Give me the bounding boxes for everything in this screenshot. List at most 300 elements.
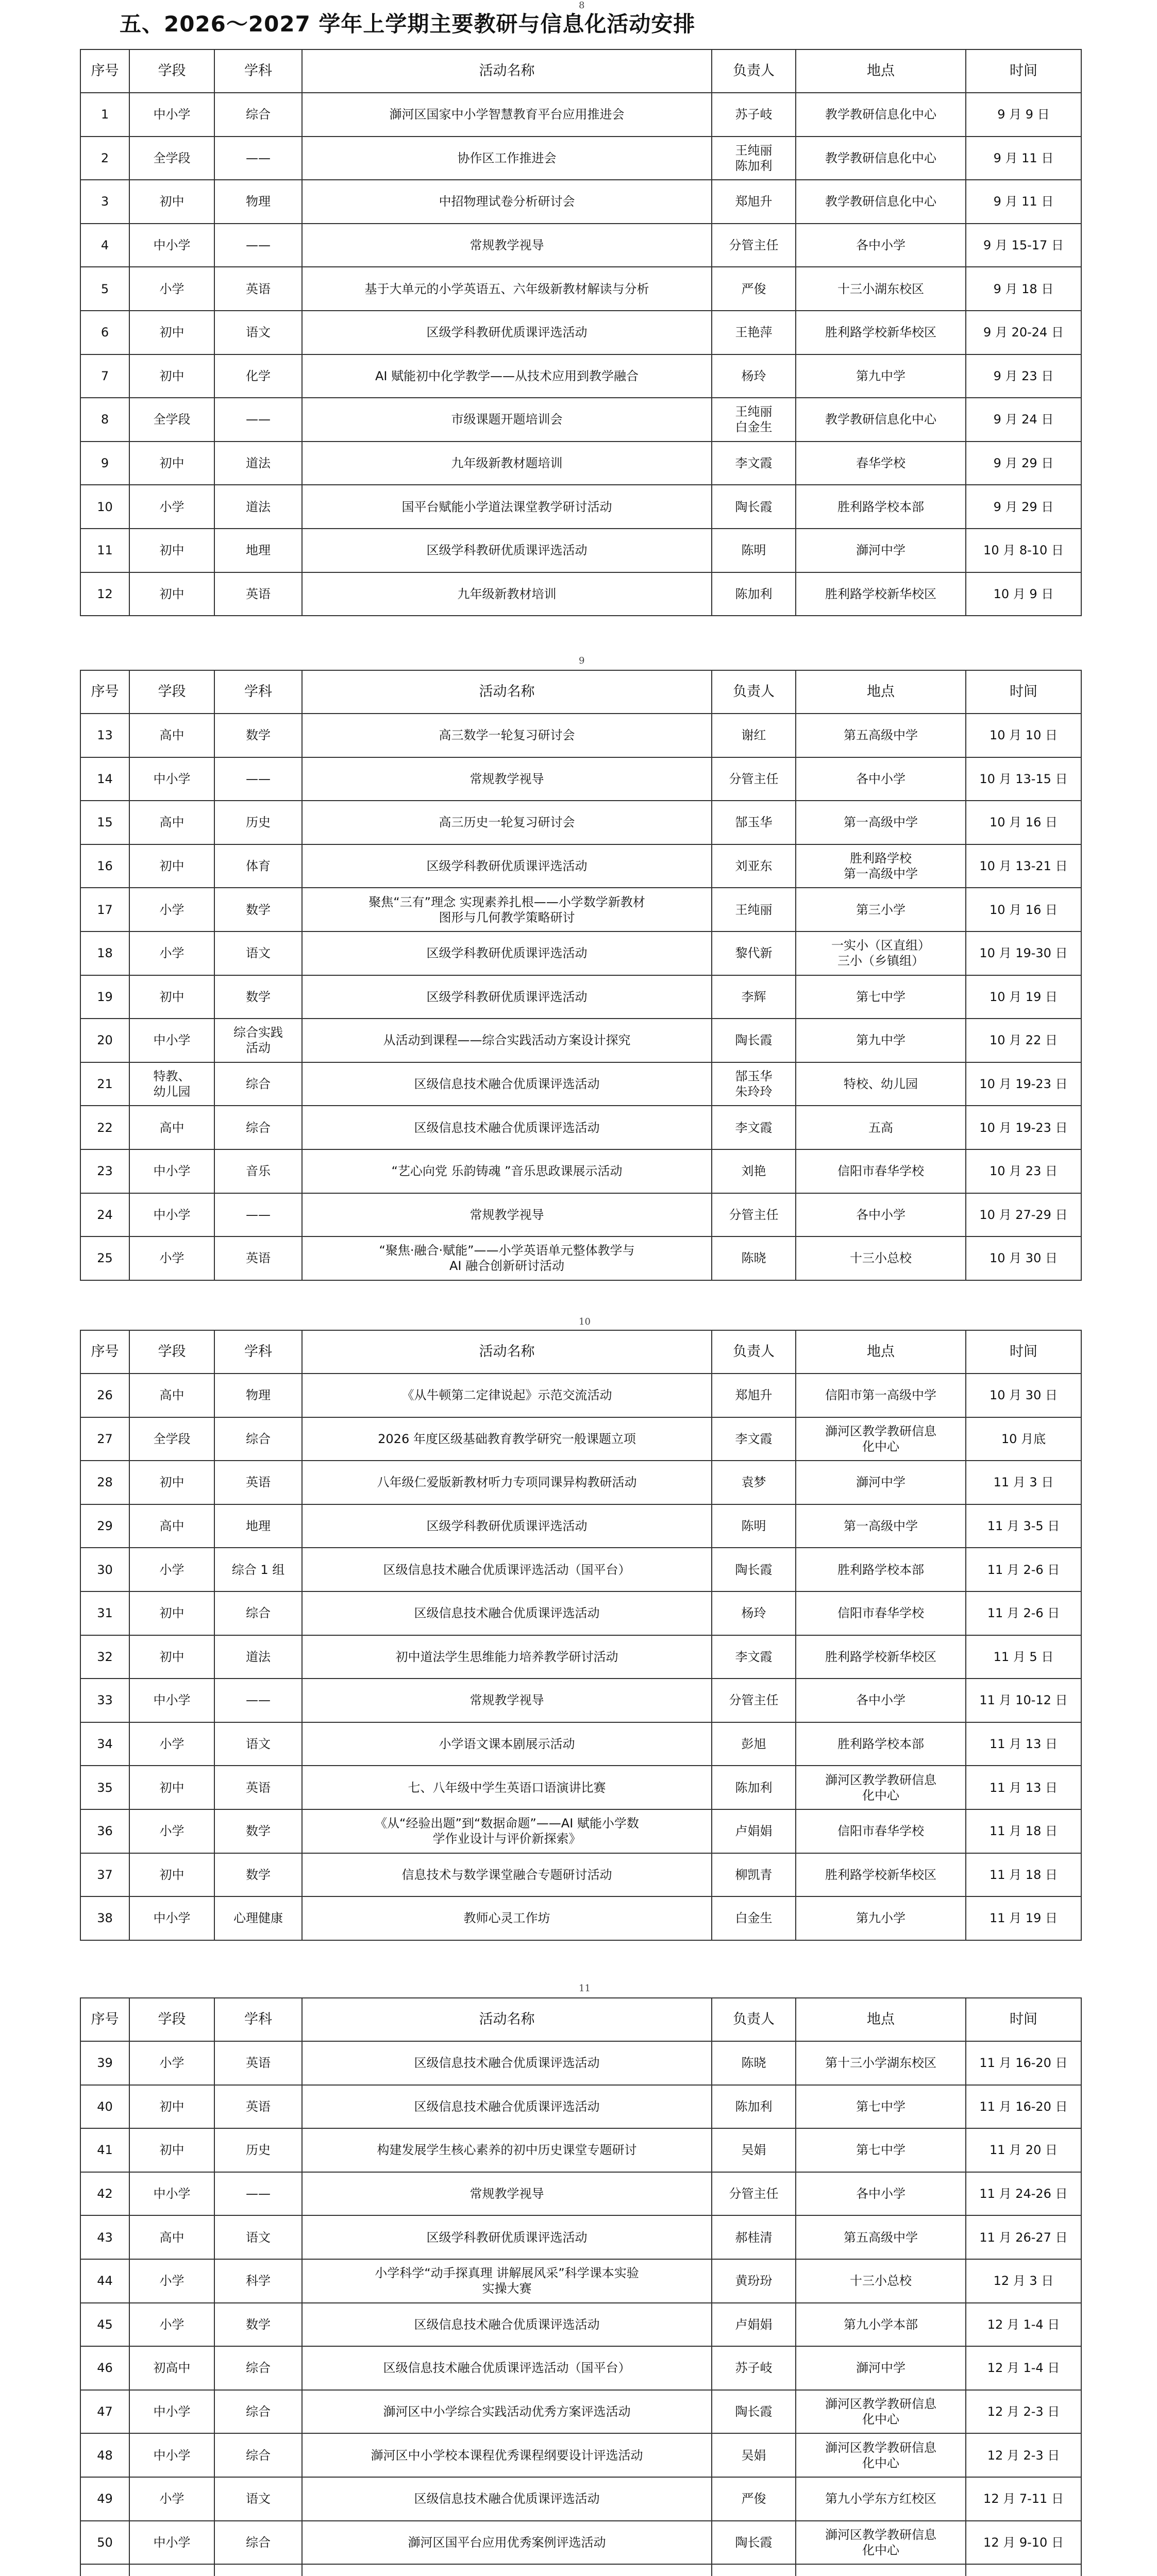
table-cell: 47	[80, 2390, 129, 2434]
column-header: 负责人	[712, 1998, 796, 2041]
table-header-row	[80, 1330, 1081, 1374]
table-cell: 20	[80, 1019, 129, 1062]
column-header: 活动名称	[302, 49, 712, 93]
table-row	[80, 757, 1081, 801]
column-header: 时间	[966, 49, 1081, 93]
page-number: 10	[579, 1316, 591, 1327]
column-header: 序号	[80, 49, 129, 93]
table-cell	[302, 2564, 712, 2576]
table-cell: 九年级新教材培训	[302, 572, 712, 616]
table-cell: 12	[80, 572, 129, 616]
table-cell: 陈加利	[712, 2085, 796, 2129]
table-cell: 分管主任	[712, 1679, 796, 1722]
table-cell: 信阳市春华学校	[796, 1809, 966, 1853]
table-cell: 体育	[214, 844, 302, 888]
table-cell: 全学段	[129, 1417, 214, 1461]
table-cell: 黎代新	[712, 931, 796, 975]
table-cell: 小学	[129, 2259, 214, 2303]
table-cell: 数学	[214, 2303, 302, 2347]
table-row	[80, 1417, 1081, 1461]
table-cell: 构建发展学生核心素养的初中历史课堂专题研讨	[302, 2128, 712, 2172]
table-cell: 道法	[214, 1635, 302, 1679]
table-cell: 11 月 18 日	[966, 1853, 1081, 1897]
table-cell: 英语	[214, 1236, 302, 1280]
table-cell: 10 月 19 日	[966, 975, 1081, 1019]
table-cell: 11 月 3-5 日	[966, 1504, 1081, 1548]
table-cell: 高中	[129, 1374, 214, 1417]
table-cell	[129, 2564, 214, 2576]
table-cell: “艺心向党 乐韵铸魂 ”音乐思政课展示活动	[302, 1149, 712, 1193]
table-cell: 第十三小学湖东校区	[796, 2041, 966, 2085]
table-cell: 12 月 3 日	[966, 2259, 1081, 2303]
table-cell: 李辉	[712, 975, 796, 1019]
table-row	[80, 888, 1081, 931]
table-cell: 柳凯青	[712, 1853, 796, 1897]
table-cell: 市级课题开题培训会	[302, 398, 712, 442]
table-cell: 10	[80, 485, 129, 529]
column-header: 学科	[214, 1998, 302, 2041]
table-cell: 语文	[214, 931, 302, 975]
table-cell: 23	[80, 1149, 129, 1193]
table-row	[80, 2564, 1081, 2576]
table-cell: 9 月 18 日	[966, 267, 1081, 311]
column-header: 学段	[129, 670, 214, 714]
table-cell: 区级学科教研优质课评选活动	[302, 844, 712, 888]
table-cell: 王艳萍	[712, 311, 796, 354]
table-row	[80, 2259, 1081, 2303]
column-header: 负责人	[712, 49, 796, 93]
table-cell: 地理	[214, 1504, 302, 1548]
column-header: 时间	[966, 1998, 1081, 2041]
column-header: 负责人	[712, 670, 796, 714]
table-cell: 陶长霞	[712, 2521, 796, 2565]
table-cell: 数学	[214, 1809, 302, 1853]
table-cell: 高中	[129, 1106, 214, 1149]
table-cell: 45	[80, 2303, 129, 2347]
table-cell: 第九小学	[796, 1896, 966, 1940]
table-cell: 19	[80, 975, 129, 1019]
table-cell: 9 月 15-17 日	[966, 224, 1081, 267]
table-cell: 11 月 19 日	[966, 1896, 1081, 1940]
column-header: 时间	[966, 1330, 1081, 1374]
table-cell: 陈明	[712, 1504, 796, 1548]
table-cell: 初中	[129, 2085, 214, 2129]
table-cell: 五高	[796, 1106, 966, 1149]
table-cell: 陶长霞	[712, 2390, 796, 2434]
table-cell: 39	[80, 2041, 129, 2085]
table-cell: 陈加利	[712, 1766, 796, 1809]
table-row	[80, 801, 1081, 844]
page-top-mark: 8	[579, 0, 585, 11]
table-cell: 溮河区中小学校本课程优秀课程纲要设计评选活动	[302, 2433, 712, 2477]
column-header: 地点	[796, 49, 966, 93]
table-cell: 教学教研信息化中心	[796, 137, 966, 180]
table-cell: 第五高级中学	[796, 2215, 966, 2259]
table-cell: 刘亚东	[712, 844, 796, 888]
table-cell: 11 月 16-20 日	[966, 2041, 1081, 2085]
table-cell: 11 月 5 日	[966, 1635, 1081, 1679]
table-cell: 初中	[129, 529, 214, 572]
table-cell: 46	[80, 2346, 129, 2390]
table-cell: 综合 1 组	[214, 1548, 302, 1591]
table-cell: 11 月 2-6 日	[966, 1591, 1081, 1635]
table-cell: 各中小学	[796, 1193, 966, 1237]
table-cell: 10 月 16 日	[966, 888, 1081, 931]
table-row	[80, 844, 1081, 888]
table-cell: 10 月 19-23 日	[966, 1062, 1081, 1106]
table-cell: 17	[80, 888, 129, 931]
table-row	[80, 267, 1081, 311]
table-cell: 10 月 8-10 日	[966, 529, 1081, 572]
table-cell: 12 月 2-3 日	[966, 2433, 1081, 2477]
table-cell: 综合	[214, 93, 302, 137]
table-cell: 小学	[129, 931, 214, 975]
table-cell: 41	[80, 2128, 129, 2172]
table-row	[80, 572, 1081, 616]
table-cell: 胜利路学校新华校区	[796, 572, 966, 616]
table-cell: 11 月 26-27 日	[966, 2215, 1081, 2259]
table-cell: 《从牛顿第二定律说起》示范交流活动	[302, 1374, 712, 1417]
column-header: 地点	[796, 1330, 966, 1374]
table-cell: 区级信息技术融合优质课评选活动	[302, 1591, 712, 1635]
table-cell: 中招物理试卷分析研讨会	[302, 180, 712, 224]
table-cell: 刘艳	[712, 1149, 796, 1193]
table-cell: 区级信息技术融合优质课评选活动	[302, 2303, 712, 2347]
table-row	[80, 442, 1081, 485]
table-cell: 李文霞	[712, 1106, 796, 1149]
table-cell: ——	[214, 757, 302, 801]
table-row	[80, 1193, 1081, 1237]
table-cell: 高中	[129, 1504, 214, 1548]
table-cell: 溮河区教学教研信息 化中心	[796, 2521, 966, 2565]
table-cell: 郝桂清	[712, 2215, 796, 2259]
table-cell: 9 月 24 日	[966, 398, 1081, 442]
table-row	[80, 1809, 1081, 1853]
table-cell: 特教、 幼儿园	[129, 1062, 214, 1106]
table-cell: 中小学	[129, 1193, 214, 1237]
table-cell: 英语	[214, 1461, 302, 1504]
table-cell: ——	[214, 137, 302, 180]
table-cell: 12 月 9-10 日	[966, 2521, 1081, 2565]
table-cell: 物理	[214, 1374, 302, 1417]
table-cell: 语文	[214, 2215, 302, 2259]
table-cell: 李文霞	[712, 1635, 796, 1679]
table-row	[80, 2128, 1081, 2172]
table-cell: 高三历史一轮复习研讨会	[302, 801, 712, 844]
table-cell: 9 月 29 日	[966, 485, 1081, 529]
table-row	[80, 2303, 1081, 2347]
table-cell: 11 月 16-20 日	[966, 2085, 1081, 2129]
table-cell: 第三小学	[796, 888, 966, 931]
table-cell: 25	[80, 1236, 129, 1280]
table-cell: 英语	[214, 267, 302, 311]
table-cell: 陶长霞	[712, 1019, 796, 1062]
column-header: 学科	[214, 1330, 302, 1374]
table-cell: 溮河区中小学综合实践活动优秀方案评选活动	[302, 2390, 712, 2434]
table-cell: 各中小学	[796, 1679, 966, 1722]
table-cell: 苏子岐	[712, 2346, 796, 2390]
table-cell: 基于大单元的小学英语五、六年级新教材解读与分析	[302, 267, 712, 311]
table-cell: 严俊	[712, 267, 796, 311]
table-cell: 分管主任	[712, 757, 796, 801]
table-cell: 10 月 10 日	[966, 714, 1081, 757]
table-cell: 初中	[129, 311, 214, 354]
table-cell: 常规教学视导	[302, 224, 712, 267]
table-cell: 10 月 22 日	[966, 1019, 1081, 1062]
table-cell: 4	[80, 224, 129, 267]
table-cell: ——	[214, 1193, 302, 1237]
table-cell: 初中	[129, 572, 214, 616]
table-cell: 中小学	[129, 1149, 214, 1193]
table-cell: 初中	[129, 1766, 214, 1809]
table-cell: 第七中学	[796, 2085, 966, 2129]
table-cell: 化学	[214, 354, 302, 398]
table-cell: 32	[80, 1635, 129, 1679]
table-cell: 溮河区国家中小学智慧教育平台应用推进会	[302, 93, 712, 137]
table-cell: 数学	[214, 714, 302, 757]
schedule-table	[80, 1330, 1082, 1941]
table-cell: 初中	[129, 442, 214, 485]
table-cell: 李文霞	[712, 442, 796, 485]
table-cell: 9 月 9 日	[966, 93, 1081, 137]
table-cell: 八年级仁爱版新教材听力专项同课异构教研活动	[302, 1461, 712, 1504]
column-header: 活动名称	[302, 1998, 712, 2041]
table-cell: 心理健康	[214, 1896, 302, 1940]
table-cell: 小学科学“动手探真理 讲解展风采”科学课本实验 实操大赛	[302, 2259, 712, 2303]
table-cell: 陈晓	[712, 2041, 796, 2085]
table-row	[80, 931, 1081, 975]
table-row	[80, 398, 1081, 442]
table-cell: 初中	[129, 180, 214, 224]
table-cell: 胜利路学校本部	[796, 1722, 966, 1766]
table-cell: 聚焦“三有”理念 实现素养扎根——小学数学新教材 图形与几何教学策略研讨	[302, 888, 712, 931]
table-cell: 6	[80, 311, 129, 354]
table-cell: 初中	[129, 1591, 214, 1635]
table-cell: 郜玉华	[712, 801, 796, 844]
table-row	[80, 1635, 1081, 1679]
table-cell: 分管主任	[712, 1193, 796, 1237]
table-cell: 38	[80, 1896, 129, 1940]
table-cell: 分管主任	[712, 2172, 796, 2216]
table-row	[80, 2390, 1081, 2434]
table-cell: 英语	[214, 2041, 302, 2085]
table-cell: 白金生	[712, 1896, 796, 1940]
table-cell: ——	[214, 2172, 302, 2216]
table-cell: 小学	[129, 485, 214, 529]
table-cell: 小学	[129, 2041, 214, 2085]
column-header: 活动名称	[302, 670, 712, 714]
table-cell: 42	[80, 2172, 129, 2216]
table-cell: 37	[80, 1853, 129, 1897]
table-cell: 中小学	[129, 2172, 214, 2216]
table-row	[80, 93, 1081, 137]
table-row	[80, 2521, 1081, 2565]
table-cell: 数学	[214, 888, 302, 931]
column-header: 序号	[80, 670, 129, 714]
table-cell: 9	[80, 442, 129, 485]
table-row	[80, 2433, 1081, 2477]
table-cell: 溮河区教学教研信息 化中心	[796, 2433, 966, 2477]
table-cell: 48	[80, 2433, 129, 2477]
table-cell: 各中小学	[796, 2172, 966, 2216]
table-cell: 十三小湖东校区	[796, 267, 966, 311]
table-cell: 第九小学东方红校区	[796, 2477, 966, 2521]
table-cell: 区级信息技术融合优质课评选活动	[302, 2041, 712, 2085]
table-cell: 语文	[214, 311, 302, 354]
table-cell: 12 月 7-11 日	[966, 2477, 1081, 2521]
table-cell: 13	[80, 714, 129, 757]
table-cell: 31	[80, 1591, 129, 1635]
table-cell: 中小学	[129, 757, 214, 801]
table-cell: 第九小学本部	[796, 2303, 966, 2347]
table-cell	[80, 2564, 129, 2576]
table-cell: 英语	[214, 572, 302, 616]
table-cell: 分管主任	[712, 224, 796, 267]
table-row	[80, 2215, 1081, 2259]
table-cell: 从活动到课程——综合实践活动方案设计探究	[302, 1019, 712, 1062]
table-cell: 小学	[129, 1236, 214, 1280]
table-cell: 18	[80, 931, 129, 975]
table-cell: 高中	[129, 714, 214, 757]
table-row	[80, 311, 1081, 354]
table-cell: 小学	[129, 888, 214, 931]
table-cell: 9 月 23 日	[966, 354, 1081, 398]
table-cell: 5	[80, 267, 129, 311]
table-cell: 胜利路学校新华校区	[796, 1635, 966, 1679]
table-cell: 历史	[214, 2128, 302, 2172]
document-title: 五、2026～2027 学年上学期主要教研与信息化活动安排	[120, 11, 696, 37]
table-cell: 第一高级中学	[796, 1504, 966, 1548]
table-cell: 12 月 1-4 日	[966, 2303, 1081, 2347]
table-cell	[712, 2564, 796, 2576]
table-row	[80, 2085, 1081, 2129]
table-cell: 10 月 27-29 日	[966, 1193, 1081, 1237]
table-cell: 中小学	[129, 2521, 214, 2565]
table-cell: 10 月 30 日	[966, 1374, 1081, 1417]
table-cell: 高中	[129, 2215, 214, 2259]
table-cell: 各中小学	[796, 757, 966, 801]
table-row	[80, 224, 1081, 267]
table-cell: 初中	[129, 975, 214, 1019]
table-cell: 28	[80, 1461, 129, 1504]
table-cell: 溮河中学	[796, 1461, 966, 1504]
table-cell: 11 月 13 日	[966, 1722, 1081, 1766]
table-cell: 吴娟	[712, 2128, 796, 2172]
table-cell: 教学教研信息化中心	[796, 93, 966, 137]
table-cell	[796, 2564, 966, 2576]
table-cell: 9 月 20-24 日	[966, 311, 1081, 354]
schedule-table	[80, 670, 1082, 1281]
table-cell: 7	[80, 354, 129, 398]
table-cell: 小学	[129, 267, 214, 311]
column-header: 地点	[796, 670, 966, 714]
table-cell: 英语	[214, 2085, 302, 2129]
table-cell: 10 月 23 日	[966, 1149, 1081, 1193]
table-cell: 小学语文课本剧展示活动	[302, 1722, 712, 1766]
table-cell: 26	[80, 1374, 129, 1417]
column-header: 学段	[129, 1998, 214, 2041]
table-header-row	[80, 1998, 1081, 2041]
table-cell: 区级学科教研优质课评选活动	[302, 529, 712, 572]
table-header-row	[80, 670, 1081, 714]
table-cell: 物理	[214, 180, 302, 224]
table-row	[80, 1461, 1081, 1504]
table-cell: 11 月 20 日	[966, 2128, 1081, 2172]
table-cell: 卢娟娟	[712, 1809, 796, 1853]
table-cell: 溮河区教学教研信息 化中心	[796, 1766, 966, 1809]
table-cell: 初高中	[129, 2346, 214, 2390]
table-cell: 胜利路学校本部	[796, 485, 966, 529]
table-cell: 《从“经验出题”到“数据命题”——AI 赋能小学数 学作业设计与评价新探索》	[302, 1809, 712, 1853]
table-cell: 李文霞	[712, 1417, 796, 1461]
table-cell: 陈明	[712, 529, 796, 572]
table-cell	[966, 2564, 1081, 2576]
column-header: 地点	[796, 1998, 966, 2041]
table-row	[80, 1374, 1081, 1417]
table-row	[80, 529, 1081, 572]
table-cell: 各中小学	[796, 224, 966, 267]
table-row	[80, 1149, 1081, 1193]
schedule-table	[80, 49, 1082, 616]
table-row	[80, 1106, 1081, 1149]
table-cell: 全学段	[129, 137, 214, 180]
table-header-row	[80, 49, 1081, 93]
table-cell: 43	[80, 2215, 129, 2259]
table-cell: 9 月 11 日	[966, 180, 1081, 224]
table-cell: 中小学	[129, 93, 214, 137]
table-cell: 综合实践 活动	[214, 1019, 302, 1062]
table-cell: ——	[214, 398, 302, 442]
table-cell: 第七中学	[796, 2128, 966, 2172]
table-cell: 王纯丽 陈加利	[712, 137, 796, 180]
table-cell: 常规教学视导	[302, 1193, 712, 1237]
table-cell: 数学	[214, 975, 302, 1019]
table-cell: 苏子岐	[712, 93, 796, 137]
table-cell: 陈晓	[712, 1236, 796, 1280]
table-cell: 溮河中学	[796, 529, 966, 572]
table-cell: 11 月 18 日	[966, 1809, 1081, 1853]
table-cell: 44	[80, 2259, 129, 2303]
table-cell: 区级信息技术融合优质课评选活动	[302, 2477, 712, 2521]
table-cell: 十三小总校	[796, 2259, 966, 2303]
table-cell: 第一高级中学	[796, 801, 966, 844]
table-row	[80, 1504, 1081, 1548]
table-cell: 24	[80, 1193, 129, 1237]
table-cell: 中小学	[129, 1679, 214, 1722]
table-cell: 3	[80, 180, 129, 224]
table-cell: 10 月 19-30 日	[966, 931, 1081, 975]
table-cell: 陶长霞	[712, 1548, 796, 1591]
table-cell: 11	[80, 529, 129, 572]
table-cell: 袁梦	[712, 1461, 796, 1504]
table-cell: 11 月 2-6 日	[966, 1548, 1081, 1591]
table-cell: 11 月 13 日	[966, 1766, 1081, 1809]
table-cell: 10 月 13-15 日	[966, 757, 1081, 801]
column-header: 序号	[80, 1998, 129, 2041]
table-row	[80, 2172, 1081, 2216]
table-cell: 50	[80, 2521, 129, 2565]
table-row	[80, 1766, 1081, 1809]
column-header: 学科	[214, 670, 302, 714]
table-cell: 陈加利	[712, 572, 796, 616]
table-cell: 35	[80, 1766, 129, 1809]
table-cell: 常规教学视导	[302, 1679, 712, 1722]
table-cell: 16	[80, 844, 129, 888]
column-header: 时间	[966, 670, 1081, 714]
table-cell: 10 月 19-23 日	[966, 1106, 1081, 1149]
table-cell: 中小学	[129, 2433, 214, 2477]
table-cell: 区级学科教研优质课评选活动	[302, 311, 712, 354]
